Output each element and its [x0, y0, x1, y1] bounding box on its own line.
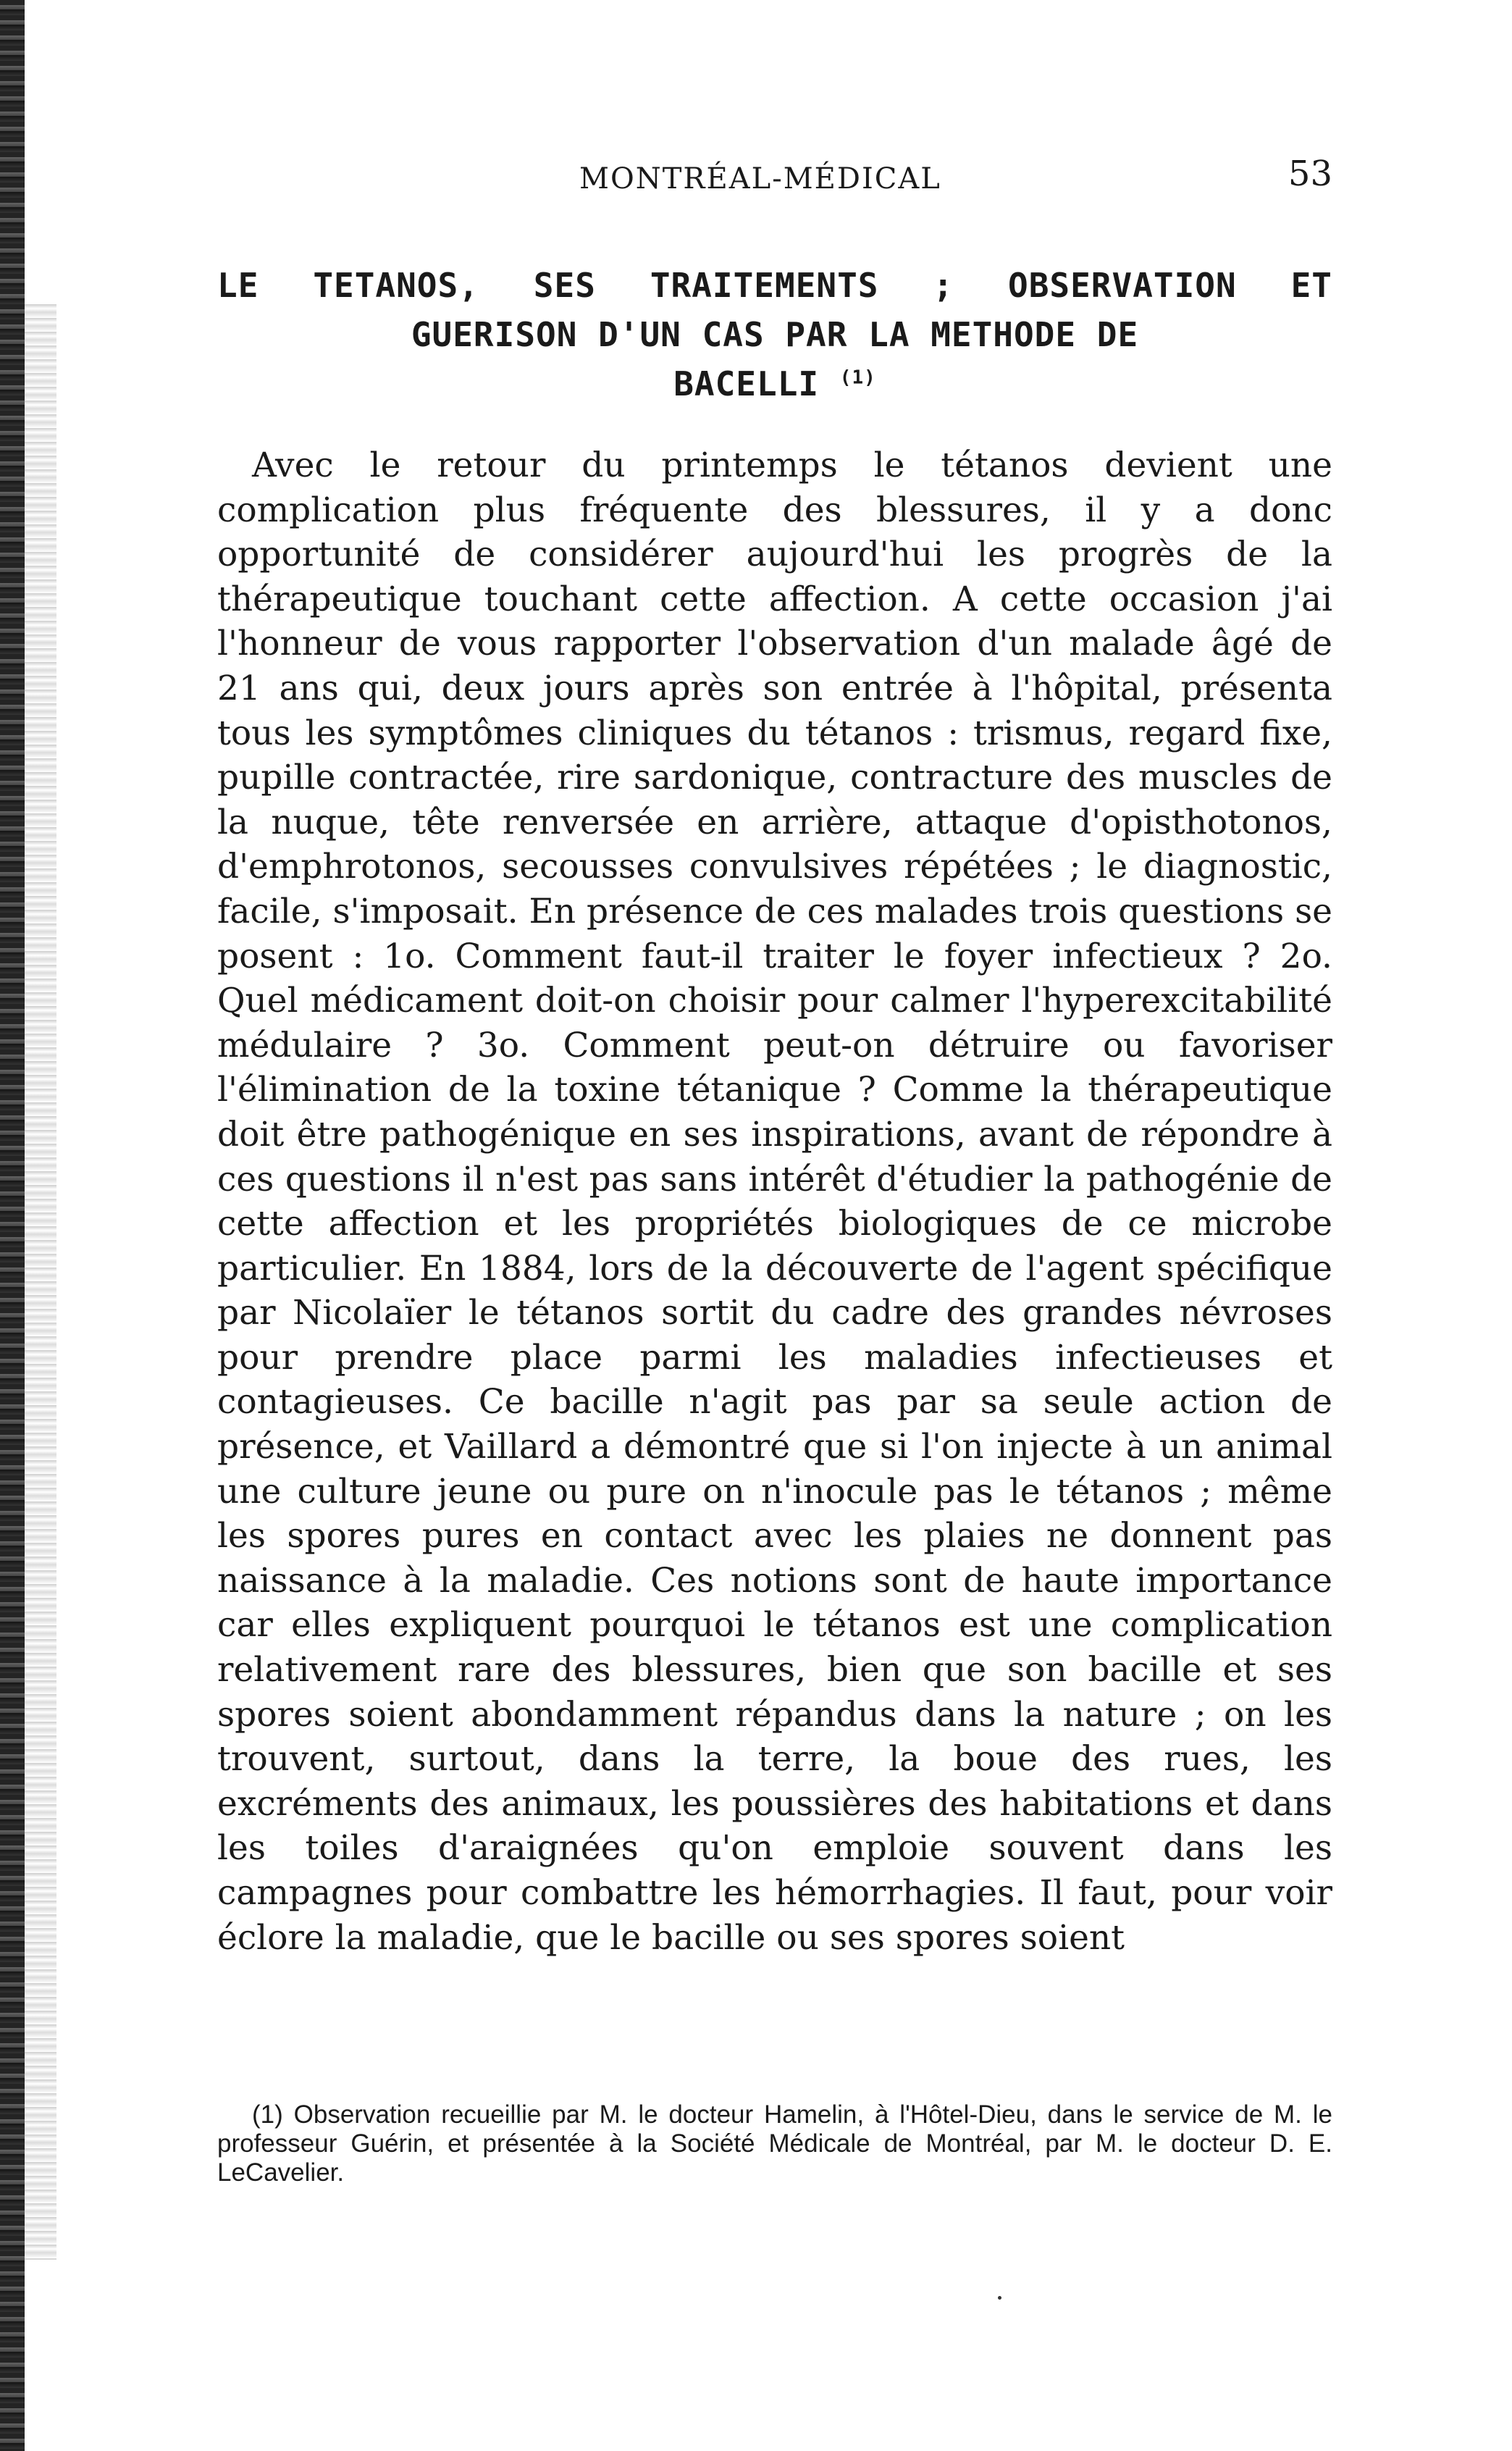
scan-binding-edge: [0, 0, 25, 2451]
journal-name: MONTRÉAL-MÉDICAL: [579, 162, 941, 196]
body-paragraph: Avec le retour du printemps le tétanos devient une complication plus fréquente des blessures, il y a donc opportunité de considérer aujourd'hui les progrès de la thérapeutique touchant cette affection. A cette occasion j'ai l'honneur de vous rapporter l'observation d'un malade âgé de 21 ans qui, deux jours après son entrée à l'hôpital, présenta tous les symptômes cliniques du tétanos : trismus, regard fixe, pupille contractée, rire sardonique, contracture des muscles de la nuque, tête renversée en arrière, attaque d'opisthotonos, d'emphrotonos, secousses convulsives répétées ; le diagnostic, facile, s'imposait. En présence de ces malades trois questions se posent : 1o. Comment faut-il traiter le foyer infectieux ? 2o. Quel médicament doit-on choisir pour calmer l'hyperexcitabilité médulaire ? 3o. Comment peut-on détruire ou favoriser l'élimination de la toxine tétanique ? Comme la thérapeutique doit être pathogénique en ses inspirations, avant de répondre à ces questions il n'est pas sans intérêt d'étudier la pathogénie de cette affection et les propriétés biologiques de ce microbe particulier. En 1884, lors de la découverte de l'agent spécifique par Nicolaïer le tétanos sortit du cadre des grandes névroses pour prendre place parmi les maladies infectieuses et contagieuses. Ce bacille n'agit pas par sa seule action de présence, et Vaillard a démontré que si l'on injecte à un animal une culture jeune ou pure on n'inocule pas le tétanos ; même les spores pures en contact avec les plaies ne donnent pas naissance à la maladie. Ces notions sont de haute importance car elles expliquent pourquoi le tétanos est une complication relativement rare des blessures, bien que son bacille et ses spores soient abondamment répandus dans la nature ; on les trouvent, surtout, dans la terre, la boue des rues, les excréments des animaux, les poussières des habitations et dans les toiles d'araignées qu'on emploie souvent dans les campagnes pour combattre les hémorrhagies. Il faut, pour voir éclore la maladie, que le bacille ou ses spores soient: [217, 445, 1332, 1958]
scan-dot: [998, 2296, 1001, 2300]
article-body: [217, 443, 1332, 1960]
page-number: 53: [1288, 154, 1332, 194]
title-line-3-text: BACELLI: [673, 364, 820, 403]
footnote-text: (1) Observation recueillie par M. le docteur Hamelin, à l'Hôtel-Dieu, dans le service de M. le professeur Guérin, et présentée à la Société Médicale de Montréal, par M. le docteur D. E. LeCavelier.: [217, 2100, 1332, 2187]
title-footnote-marker: (1): [839, 366, 876, 389]
title-line-1: LE TETANOS, SES TRAITEMENTS ; OBSERVATION ET: [217, 266, 1332, 305]
running-head: [217, 154, 1332, 204]
title-line-3: [217, 359, 1332, 408]
title-line-2: GUERISON D'UN CAS PAR LA METHODE DE: [411, 315, 1139, 354]
scan-edge-noise: [25, 304, 56, 2260]
article-title: [217, 261, 1332, 408]
footnote: [217, 2100, 1332, 2187]
